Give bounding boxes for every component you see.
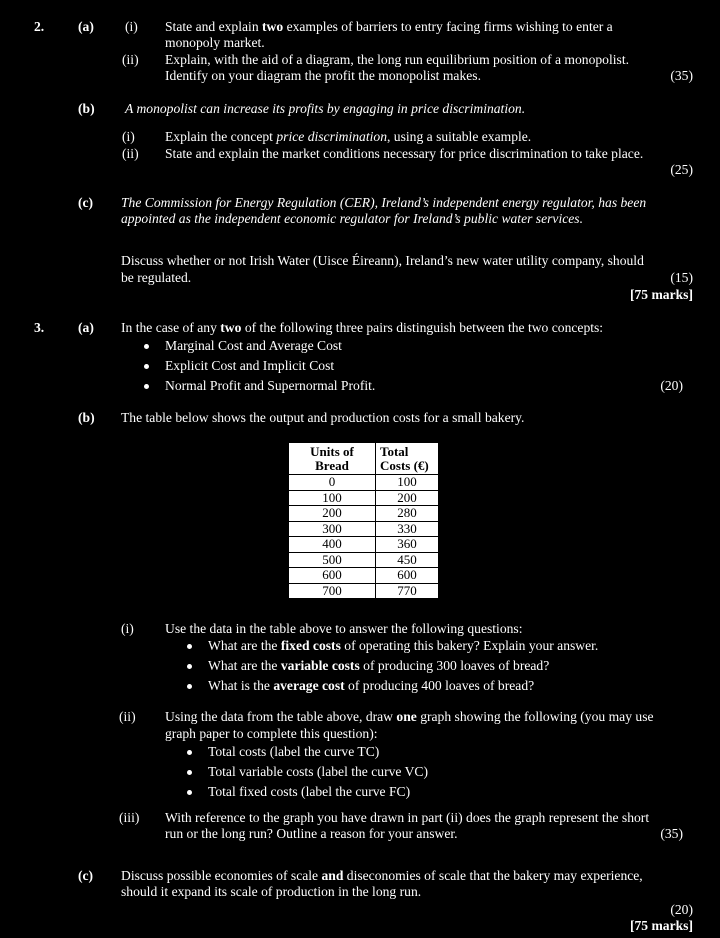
q2a-marks: (35) — [670, 68, 693, 83]
q2c-intro-line2: appointed as the independent economic regulator for Ireland’s public water services. — [121, 211, 583, 226]
cost-cell: 600 — [376, 568, 439, 584]
q3-number: 3. — [34, 320, 45, 335]
q2a-i-line2: monopoly market. — [165, 35, 265, 50]
q2b-intro: A monopolist can increase its profits by engaging in price discrimination. — [125, 101, 526, 116]
table-row — [289, 583, 439, 599]
total-costs-header: Total Costs (€) — [376, 443, 439, 475]
q3a-marks: (20) — [660, 378, 683, 393]
q2a-ii-line1: Explain, with the aid of a diagram, the long run equilibrium position of a monopolist. — [165, 52, 629, 67]
q2c-label: (c) — [78, 195, 94, 210]
cost-cell: 450 — [376, 552, 439, 568]
table-row — [289, 506, 439, 522]
q3a-bullet-1: Marginal Cost and Average Cost — [165, 338, 342, 353]
q2b-i-label: (i) — [122, 129, 135, 144]
q2c-question-line2: be regulated. — [121, 270, 192, 285]
table-row — [289, 475, 439, 491]
q3b-intro: The table below shows the output and production costs for a small bakery. — [121, 410, 525, 425]
q2a-ii-label: (ii) — [122, 52, 139, 67]
units-cell: 500 — [289, 552, 376, 568]
q3b-i-bullet-2: What are the variable costs of producing 300 loaves of bread? — [208, 658, 550, 673]
q2b-label: (b) — [78, 101, 95, 116]
q2a-label: (a) — [78, 19, 94, 34]
q3b-iii-label: (iii) — [119, 810, 140, 825]
cost-cell: 200 — [376, 490, 439, 506]
q2b-i-text: Explain the concept price discrimination, using a suitable example. — [165, 129, 532, 144]
q3b-i-bullet-1: What are the fixed costs of operating this bakery? Explain your answer. — [208, 638, 599, 653]
cost-cell: 100 — [376, 475, 439, 491]
units-cell: 300 — [289, 521, 376, 537]
bakery-cost-table — [288, 442, 439, 600]
q3a-intro: In the case of any two of the following three pairs distinguish between the two concepts: — [121, 320, 604, 335]
q3a-label: (a) — [78, 320, 94, 335]
q3b-ii-bullet-3: Total fixed costs (label the curve FC) — [208, 784, 411, 799]
q3b-ii-bullet-1: Total costs (label the curve TC) — [208, 744, 380, 759]
q3b-ii-label: (ii) — [119, 709, 136, 724]
units-cell: 100 — [289, 490, 376, 506]
units-cell: 400 — [289, 537, 376, 553]
q3b-ii-line1: Using the data from the table above, draw one graph showing the following (you may use — [165, 709, 654, 724]
cost-cell: 770 — [376, 583, 439, 599]
table-row — [289, 521, 439, 537]
q3c-marks: (20) — [670, 902, 693, 917]
q2a-ii-line2: Identify on your diagram the profit the monopolist makes. — [165, 68, 481, 83]
q2a-i-label: (i) — [125, 19, 138, 34]
units-cell: 200 — [289, 506, 376, 522]
table-row — [289, 490, 439, 506]
cost-cell: 360 — [376, 537, 439, 553]
q3b-i-bullet-3: What is the average cost of producing 400 loaves of bread? — [208, 678, 535, 693]
table-row — [289, 537, 439, 553]
q2-number: 2. — [34, 19, 45, 34]
units-cell: 700 — [289, 583, 376, 599]
q3b-ii-bullet-2: Total variable costs (label the curve VC) — [208, 764, 428, 779]
q3c-label: (c) — [78, 868, 94, 883]
q2c-marks: (15) — [670, 270, 693, 285]
cost-cell: 330 — [376, 521, 439, 537]
q3c-line1: Discuss possible economies of scale and diseconomies of scale that the bakery may experience, — [121, 868, 643, 883]
q2c-intro-line1: The Commission for Energy Regulation (CER), Ireland’s independent energy regulator, has been — [121, 195, 647, 210]
q2b-marks: (25) — [670, 162, 693, 177]
q3b-label: (b) — [78, 410, 95, 425]
q2b-ii-text: State and explain the market conditions necessary for price discrimination to take place. — [165, 146, 644, 161]
q2c-question-line1: Discuss whether or not Irish Water (Uisce Éireann), Ireland’s new water utility company, should — [121, 253, 644, 268]
q3c-line2: should it expand its scale of production in the long run. — [121, 884, 422, 899]
q2a-i-line1: State and explain two examples of barriers to entry facing firms wishing to enter a — [165, 19, 613, 34]
q3b-iii-line1: With reference to the graph you have drawn in part (ii) does the graph represent the short — [165, 810, 650, 825]
table-row — [289, 552, 439, 568]
q2b-ii-label: (ii) — [122, 146, 139, 161]
q3b-marks: (35) — [660, 826, 683, 841]
q3b-i-label: (i) — [121, 621, 134, 636]
q3b-ii-line2: graph paper to complete this question): — [165, 726, 378, 741]
q3b-iii-line2: run or the long run? Outline a reason for your answer. — [165, 826, 458, 841]
cost-cell: 280 — [376, 506, 439, 522]
q3a-bullet-3: Normal Profit and Supernormal Profit. — [165, 378, 376, 393]
units-of-bread-header: Units of Bread — [289, 443, 376, 475]
units-cell: 600 — [289, 568, 376, 584]
q2-total-marks: [75 marks] — [629, 287, 693, 302]
units-cell: 0 — [289, 475, 376, 491]
table-row — [289, 568, 439, 584]
q3b-i-intro: Use the data in the table above to answer the following questions: — [165, 621, 523, 636]
q3a-bullet-2: Explicit Cost and Implicit Cost — [165, 358, 335, 373]
q3-total-marks: [75 marks] — [629, 918, 693, 933]
